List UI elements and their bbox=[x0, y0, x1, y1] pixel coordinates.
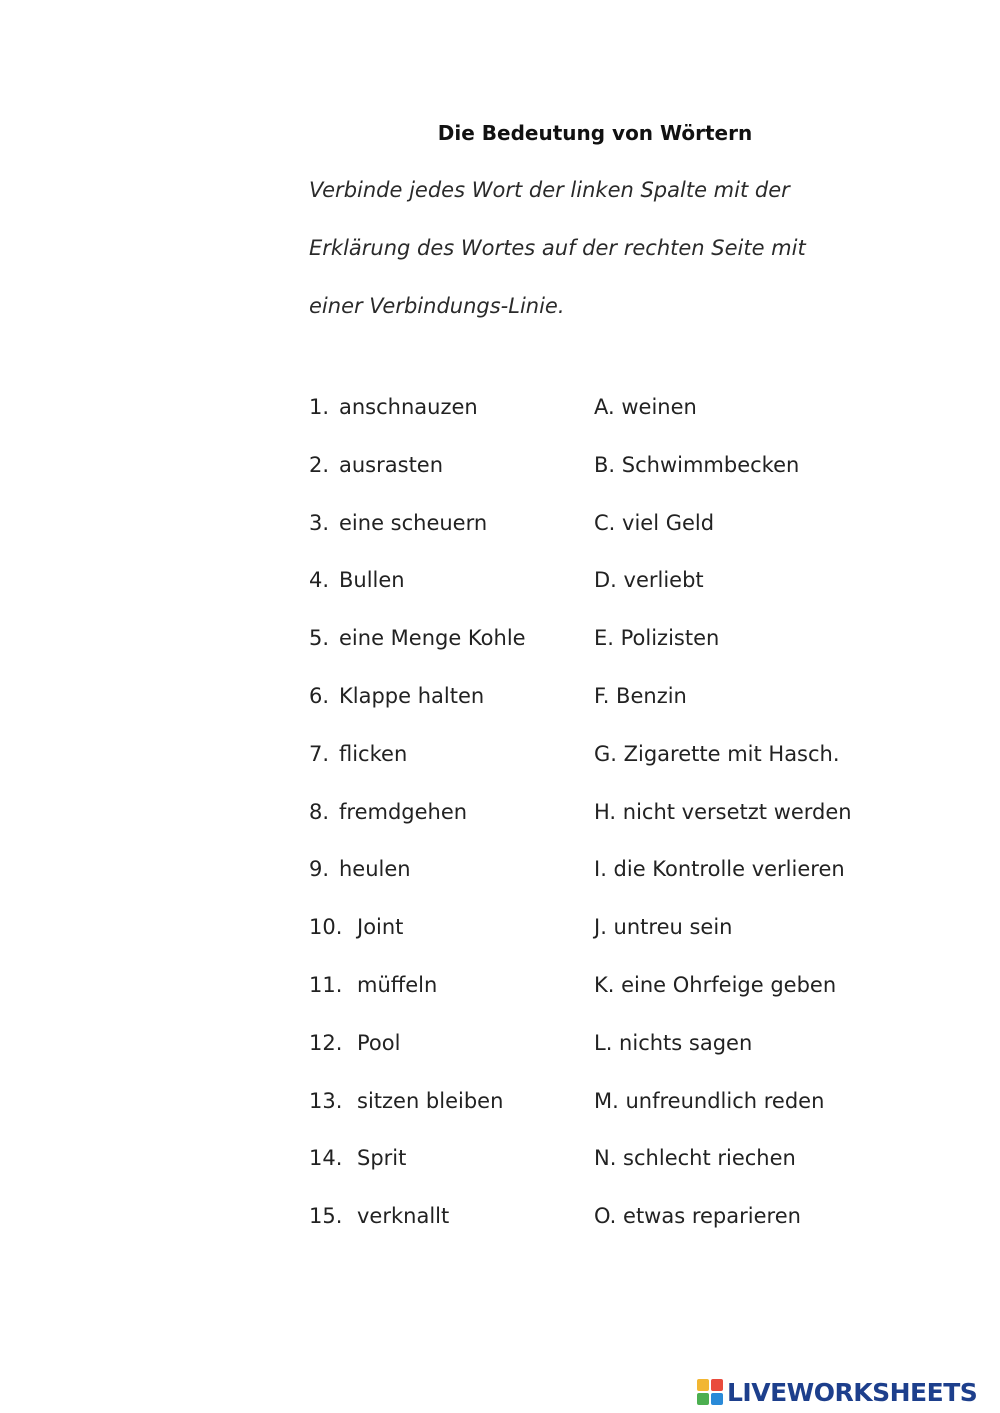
match-row bbox=[0, 453, 1000, 483]
match-row bbox=[0, 1089, 1000, 1119]
word-number: 4. bbox=[309, 568, 330, 592]
match-row bbox=[0, 1204, 1000, 1234]
match-row bbox=[0, 800, 1000, 830]
definition-item[interactable]: N. schlecht riechen bbox=[594, 1146, 796, 1170]
match-row bbox=[0, 684, 1000, 714]
definition-item[interactable]: L. nichts sagen bbox=[594, 1031, 753, 1055]
match-row bbox=[0, 1146, 1000, 1176]
match-row bbox=[0, 626, 1000, 656]
definition-item[interactable]: G. Zigarette mit Hasch. bbox=[594, 742, 840, 766]
word-item[interactable]: Bullen bbox=[339, 568, 405, 592]
logo-text bbox=[727, 1378, 977, 1407]
logo-icon bbox=[697, 1379, 723, 1405]
instruction-line-1: Verbinde jedes Wort der linken Spalte mit der bbox=[309, 178, 790, 202]
instruction-line-3: einer Verbindungs-Linie. bbox=[309, 294, 565, 318]
definition-item[interactable]: F. Benzin bbox=[594, 684, 687, 708]
word-item[interactable]: eine scheuern bbox=[339, 511, 488, 535]
match-row bbox=[0, 915, 1000, 945]
instruction-line-2: Erklärung des Wortes auf der rechten Seite mit bbox=[309, 236, 806, 260]
word-number: 1. bbox=[309, 395, 330, 419]
word-number: 2. bbox=[309, 453, 330, 477]
word-number: 3. bbox=[309, 511, 330, 535]
word-item[interactable]: verknallt bbox=[357, 1204, 450, 1228]
word-number: 12. bbox=[309, 1031, 343, 1055]
logo-text-live: LIVE bbox=[727, 1377, 787, 1407]
match-row bbox=[0, 973, 1000, 1003]
match-row bbox=[0, 395, 1000, 425]
definition-item[interactable]: H. nicht versetzt werden bbox=[594, 800, 852, 824]
word-number: 8. bbox=[309, 800, 330, 824]
word-number: 13. bbox=[309, 1089, 343, 1113]
definition-item[interactable]: I. die Kontrolle verlieren bbox=[594, 857, 845, 881]
definition-item[interactable]: C. viel Geld bbox=[594, 511, 715, 535]
match-row bbox=[0, 742, 1000, 772]
word-item[interactable]: Pool bbox=[357, 1031, 401, 1055]
word-number: 7. bbox=[309, 742, 330, 766]
definition-item[interactable]: B. Schwimmbecken bbox=[594, 453, 800, 477]
match-row bbox=[0, 1031, 1000, 1061]
match-row bbox=[0, 568, 1000, 598]
page-title: Die Bedeutung von Wörtern bbox=[437, 121, 753, 145]
word-number: 6. bbox=[309, 684, 330, 708]
word-item[interactable]: eine Menge Kohle bbox=[339, 626, 526, 650]
word-item[interactable]: Klappe halten bbox=[339, 684, 485, 708]
definition-item[interactable]: J. untreu sein bbox=[594, 915, 733, 939]
word-number: 5. bbox=[309, 626, 330, 650]
word-number: 15. bbox=[309, 1204, 343, 1228]
word-item[interactable]: ausrasten bbox=[339, 453, 444, 477]
word-item[interactable]: müffeln bbox=[357, 973, 438, 997]
word-item[interactable]: Joint bbox=[357, 915, 404, 939]
definition-item[interactable]: K. eine Ohrfeige geben bbox=[594, 973, 837, 997]
definition-item[interactable]: D. verliebt bbox=[594, 568, 704, 592]
word-number: 11. bbox=[309, 973, 343, 997]
word-number: 9. bbox=[309, 857, 330, 881]
word-number: 10. bbox=[309, 915, 343, 939]
logo-text-worksheets: WORKSHEETS bbox=[786, 1377, 978, 1407]
definition-item[interactable]: E. Polizisten bbox=[594, 626, 720, 650]
word-item[interactable]: flicken bbox=[339, 742, 408, 766]
word-item[interactable]: heulen bbox=[339, 857, 411, 881]
word-item[interactable]: sitzen bleiben bbox=[357, 1089, 504, 1113]
word-item[interactable]: fremdgehen bbox=[339, 800, 468, 824]
word-number: 14. bbox=[309, 1146, 343, 1170]
definition-item[interactable]: A. weinen bbox=[594, 395, 697, 419]
match-row bbox=[0, 511, 1000, 541]
word-item[interactable]: anschnauzen bbox=[339, 395, 478, 419]
match-row bbox=[0, 857, 1000, 887]
word-item[interactable]: Sprit bbox=[357, 1146, 407, 1170]
definition-item[interactable]: M. unfreundlich reden bbox=[594, 1089, 825, 1113]
liveworksheets-logo bbox=[697, 1374, 977, 1410]
definition-item[interactable]: O. etwas reparieren bbox=[594, 1204, 801, 1228]
